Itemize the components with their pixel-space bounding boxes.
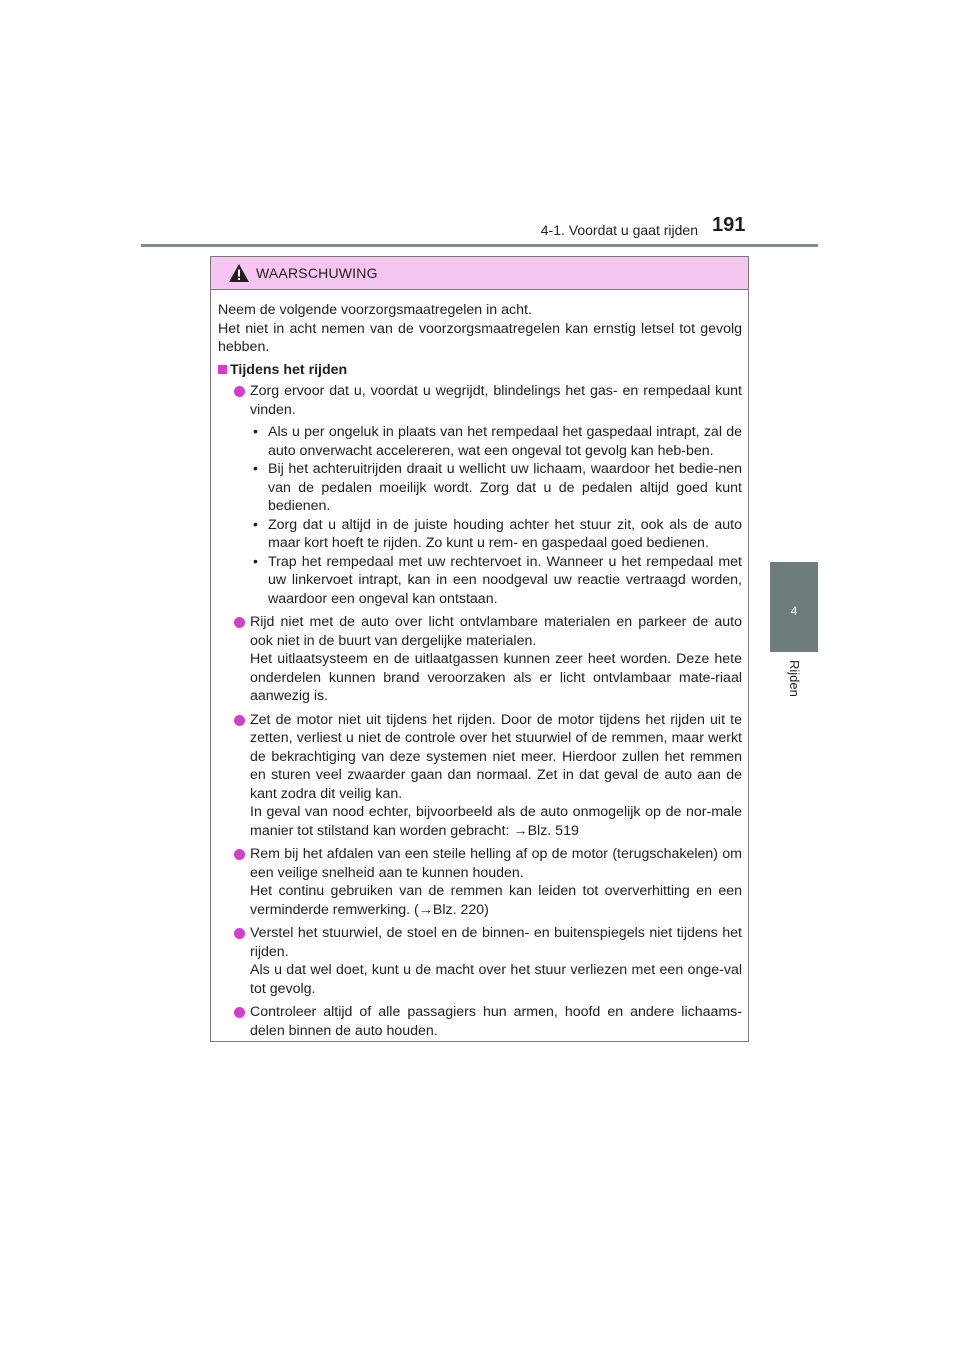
sub-list-item-text: Zorg dat u altijd in de juiste houding achter het stuur zit, ook als de auto maar kort hoeft te rijden. Zo kunt u rem- en gaspedaal goed bedienen.: [268, 516, 742, 551]
list-item-text: Het uitlaatsysteem en de uitlaatgassen kunnen zeer heet worden. Deze hete onderdelen kunnen brand veroorzaken als er licht ontvlambaar mate-riaal aanwezig is.: [250, 651, 742, 704]
circle-bullet-icon: [234, 617, 245, 628]
circle-bullet-icon: [234, 849, 245, 860]
list-item-text: In geval van nood echter, bijvoorbeeld als de auto onmogelijk op de nor-male manier tot stilstand kan worden gebracht: →Blz. 519: [250, 804, 742, 839]
chapter-tab: [770, 562, 818, 652]
chapter-number: 4: [790, 604, 798, 618]
sub-list-item-text: Trap het rempedaal met uw rechtervoet in. Wanneer u het rempedaal met uw linkervoet intrapt, kan in een noodgeval uw reactie vertraagd worden, waardoor een ongeval kan ontstaan.: [268, 553, 742, 607]
list-item-text: Zet de motor niet uit tijdens het rijden. Door de motor tijdens het rijden uit te zetten, verliest u niet de controle over het stuurwiel of de remmen, maar werkt de bekrachtiging van deze systemen niet meer. Hierdoor zullen het remmen en sturen veel zwaarder gaan dan normaal. Zet in dat geval de auto aan de kant zodra dit veilig kan.: [250, 711, 742, 802]
warning-title: WAARSCHUWING: [256, 265, 378, 281]
sub-list-item: [250, 423, 742, 460]
list-item-text: Zorg ervoor dat u, voordat u wegrijdt, blindelings het gas- en rempedaal kunt vinden.: [250, 383, 742, 418]
dot-marker-icon: •: [253, 553, 258, 570]
warning-box: [210, 256, 749, 1042]
circle-bullet-icon: [234, 1007, 245, 1018]
dot-marker-icon: •: [253, 461, 258, 477]
sub-list-item-text: Bij het achteruitrijden draait u wellicht uw lichaam, waardoor het bedie-nen van de pedalen moeilijk wordt. Zorg dat u de pedalen altijd goed kunt bedienen.: [268, 461, 742, 514]
chapter-label-container: [770, 660, 818, 740]
list-item-text: Het continu gebruiken van de remmen kan leiden tot oververhitting en een verminderde remwerking. (→Blz. 220): [250, 883, 742, 918]
list-item-text: Verstel het stuurwiel, de stoel en de binnen- en buitenspiegels niet tijdens het rijden.: [250, 925, 742, 960]
warning-triangle-icon: [228, 263, 250, 283]
list-item: [218, 613, 742, 706]
sub-list-item: [250, 516, 742, 553]
list-item: [218, 924, 742, 998]
sub-list-item: [250, 553, 742, 609]
list-item-text: Controleer altijd of alle passagiers hun armen, hoofd en andere lichaams-delen binnen de auto houden.: [250, 1004, 742, 1039]
section-title: 4-1. Voordat u gaat rijden: [540, 222, 698, 238]
warning-header: [211, 257, 748, 290]
dot-marker-icon: •: [253, 424, 258, 440]
list-item-text: Als u dat wel doet, kunt u de macht over het stuur verliezen met een onge-val tot gevolg.: [250, 962, 742, 997]
list-item: [218, 382, 742, 608]
list-item: [218, 1003, 742, 1040]
warning-body: [211, 290, 748, 1040]
list-item: [218, 711, 742, 841]
intro-text: Het niet in acht nemen van de voorzorgsmaatregelen kan ernstig letsel tot gevolg hebben.: [218, 320, 742, 355]
sub-list-item-text: Als u per ongeluk in plaats van het rempedaal het gaspedaal intrapt, zal de auto onverwacht accelereren, wat een ongeval tot gevolg kan heb-ben.: [268, 424, 742, 459]
list-item-text: Rijd niet met de auto over licht ontvlambare materialen en parkeer de auto ook niet in de buurt van dergelijke materialen.: [250, 614, 742, 649]
list-item: [218, 845, 742, 919]
circle-bullet-icon: [234, 386, 245, 397]
intro-text: Neem de volgende voorzorgsmaatregelen in acht.: [218, 302, 532, 318]
circle-bullet-icon: [234, 928, 245, 939]
page-header: [0, 0, 960, 250]
list-item-text: Rem bij het afdalen van een steile helling af op de motor (terugschakelen) om een veilige snelheid aan te kunnen houden.: [250, 846, 742, 881]
page-number: 191: [712, 214, 746, 236]
square-bullet-icon: [218, 365, 227, 374]
chapter-label: Rijden: [787, 660, 802, 697]
header-rule: [141, 244, 818, 247]
dot-marker-icon: •: [253, 516, 258, 533]
sub-list: [250, 423, 742, 608]
circle-bullet-icon: [234, 715, 245, 726]
section-heading: [218, 361, 742, 380]
section-heading-text: Tijdens het rijden: [230, 361, 348, 378]
sub-list-item: [250, 460, 742, 516]
